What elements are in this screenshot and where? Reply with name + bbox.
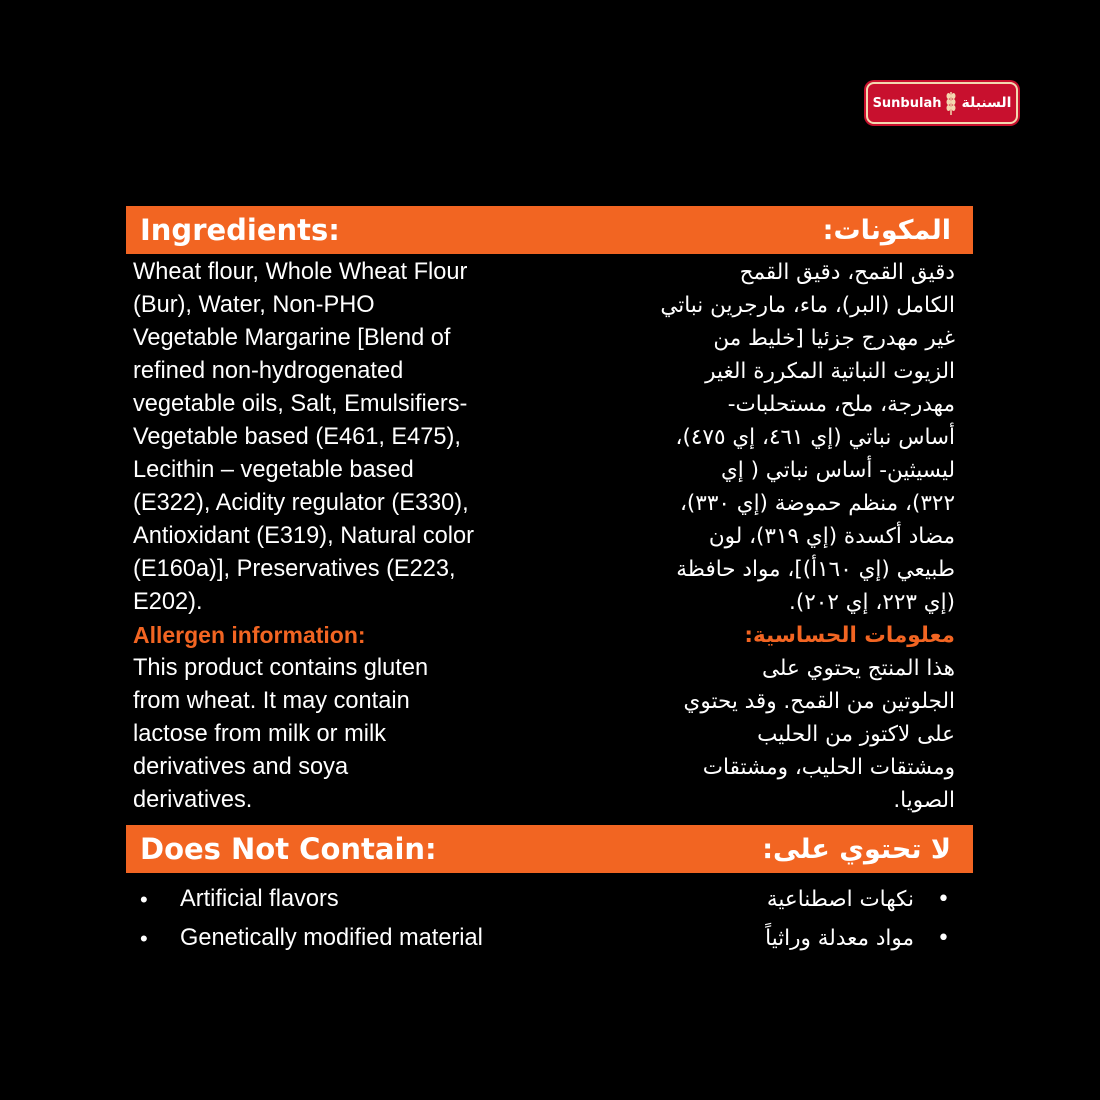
dnc-list-en [140, 880, 483, 958]
allergen-title-en: Allergen information: [133, 622, 366, 648]
logo-text-en: Sunbulah [872, 95, 942, 111]
wheat-icon [945, 90, 957, 116]
sunbulah-logo [866, 82, 1018, 124]
text-line: ومشتقات الحليب، ومشتقات [702, 755, 955, 780]
text-line: derivatives and soya [133, 754, 349, 780]
text-line: على لاكتوز من الحليب [757, 722, 955, 747]
text-line: ليسيثين- أساس نباتي ( إي [720, 458, 955, 483]
text-line: derivatives. [133, 787, 253, 813]
text-line: Antioxidant (E319), Natural color [133, 523, 474, 549]
does-not-contain-header [126, 825, 973, 873]
bullet-icon: • [937, 887, 950, 912]
text-line: مهدرجة، ملح، مستحلبات- [727, 392, 955, 417]
list-item-text: Genetically modified material [180, 925, 483, 951]
dnc-list-ar [765, 880, 950, 958]
text-line: (E322), Acidity regulator (E330), [133, 490, 469, 516]
ingredients-text-en [133, 256, 563, 817]
text-line: مضاد أكسدة (إي ٣١٩)، لون [708, 524, 955, 549]
bullet-icon: • [140, 887, 148, 912]
dnc-title-en: Does Not Contain: [140, 832, 437, 866]
text-line: Wheat flour, Whole Wheat Flour [133, 259, 468, 285]
text-line: الجلوتين من القمح. وقد يحتوي [683, 689, 955, 714]
list-item-text: نكهات اصطناعية [766, 887, 914, 912]
text-line: (E160a)], Preservatives (E223, [133, 556, 456, 582]
text-line: Vegetable based (E461, E475), [133, 424, 461, 450]
list-item-text: مواد معدلة وراثياً [765, 926, 914, 951]
text-line: E202). [133, 589, 203, 615]
text-line: vegetable oils, Salt, Emulsifiers- [133, 391, 468, 417]
text-line: This product contains gluten [133, 655, 429, 681]
text-line: (Bur), Water, Non-PHO [133, 292, 375, 318]
text-line: الكامل (البر)، ماء، مارجرين نباتي [660, 293, 955, 318]
ingredients-title-ar: المكونات: [822, 214, 951, 246]
text-line: ٣٢٢)، منظم حموضة (إي ٣٣٠)، [679, 491, 955, 516]
dnc-title-ar: لا تحتوي على: [762, 833, 951, 865]
ingredients-title-en: Ingredients: [140, 213, 340, 247]
allergen-title-ar: معلومات الحساسية: [744, 623, 955, 648]
text-line: غير مهدرج جزئيا [خليط من [713, 326, 955, 351]
ingredients-text-ar [545, 256, 955, 817]
text-line: أساس نباتي (إي ٤٦١، إي ٤٧٥)، [675, 425, 955, 450]
list-item-text: Artificial flavors [180, 886, 339, 912]
text-line: دقيق القمح، دقيق القمح [739, 260, 955, 285]
text-line: Lecithin – vegetable based [133, 457, 414, 483]
bullet-icon: • [140, 926, 148, 951]
text-line: الزيوت النباتية المكررة الغير [705, 359, 955, 384]
text-line: الصويا. [893, 788, 955, 813]
list-item [765, 919, 950, 958]
list-item [140, 880, 483, 919]
ingredients-header [126, 206, 973, 254]
text-line: from wheat. It may contain [133, 688, 410, 714]
text-line: Vegetable Margarine [Blend of [133, 325, 451, 351]
bullet-icon: • [937, 926, 950, 951]
text-line: lactose from milk or milk [133, 721, 387, 747]
text-line: هذا المنتج يحتوي على [761, 656, 955, 681]
list-item [140, 919, 483, 958]
text-line: طبيعي (إي ١٦٠أ)]، مواد حافظة [676, 557, 955, 582]
text-line: (إي ٢٢٣، إي ٢٠٢). [789, 590, 955, 615]
list-item [765, 880, 950, 919]
text-line: refined non-hydrogenated [133, 358, 404, 384]
logo-text-ar: السنبلة [961, 95, 1012, 111]
